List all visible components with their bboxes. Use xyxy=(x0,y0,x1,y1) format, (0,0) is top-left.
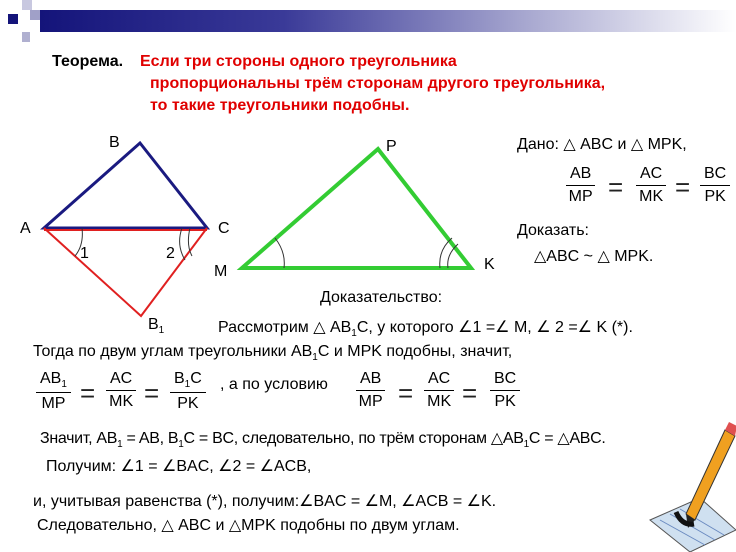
fraction: $\frac{BC}{PK}$ xyxy=(490,370,520,411)
proof-line: Значит, $AB_1$ = AB, $B_1C$ = BC, следовательно, по трём сторонам $\triangle AB_1C$ = △ABC. xyxy=(40,430,606,451)
fraction: $\frac{AB}{MP}$ xyxy=(566,165,595,206)
prove-label: Доказать: xyxy=(517,222,589,239)
equals-sign: = xyxy=(675,172,691,202)
proof-conclusion: Следовательно, △ ABC и △MPK подобны по двум углам. xyxy=(37,517,460,534)
vertex-k-label: K xyxy=(484,256,495,273)
fraction: $\frac{BC}{PK}$ xyxy=(700,165,730,206)
vertex-b-label: B xyxy=(109,134,120,151)
given-line: Дано: △ ABC и △ MPK, xyxy=(517,136,687,153)
proof-title: Доказательство: xyxy=(320,289,443,306)
theorem-line: Если три стороны одного треугольника xyxy=(140,53,457,70)
fraction: $\frac{AC}{MK}$ xyxy=(424,370,454,411)
equals-sign: = xyxy=(398,378,414,408)
theorem-line: то такие треугольники подобны. xyxy=(150,97,410,114)
fraction: $\frac{AC}{MK}$ xyxy=(636,165,666,206)
theorem-label: Теорема. xyxy=(52,53,124,70)
fraction: $\frac{AC}{MK}$ xyxy=(106,370,136,411)
fraction: $\frac{B_1C}{PK}$ xyxy=(170,370,206,413)
equals-sign: = xyxy=(144,378,160,408)
fraction: $\frac{AB}{MP}$ xyxy=(356,370,385,411)
fraction: $\frac{AB_1}{MP}$ xyxy=(36,370,71,413)
vertex-b1-label: $B_1$ xyxy=(148,316,165,337)
proof-line: Тогда по двум углам треугольники $AB_1C$ и MPK подобны, значит, xyxy=(33,343,513,364)
prove-statement: △ABC ~ △ MPK. xyxy=(534,248,654,265)
equals-sign: = xyxy=(608,172,624,202)
proof-line: Получим: ∠1 = ∠BAC, ∠2 = ∠ACB, xyxy=(46,458,312,475)
angle-2-label: 2 xyxy=(166,245,175,262)
by-condition-text: , а по условию xyxy=(220,376,328,393)
equals-sign: = xyxy=(80,378,96,408)
equals-sign: = xyxy=(462,378,478,408)
theorem-line: пропорциональны трём сторонам другого треугольника, xyxy=(150,75,606,92)
vertex-p-label: P xyxy=(386,138,397,155)
proof-line: и, учитывая равенства (*), получим:∠BAC = ∠M, ∠ACB = ∠K. xyxy=(33,493,497,510)
angle-1-label: 1 xyxy=(80,245,89,262)
proof-line: Рассмотрим △ $AB_1C$, у которого ∠1 =∠ M, ∠ 2 =∠ K (*). xyxy=(218,319,633,340)
vertex-m-label: M xyxy=(214,263,228,280)
vertex-a-label: A xyxy=(20,220,31,237)
vertex-c-label: C xyxy=(218,220,230,237)
